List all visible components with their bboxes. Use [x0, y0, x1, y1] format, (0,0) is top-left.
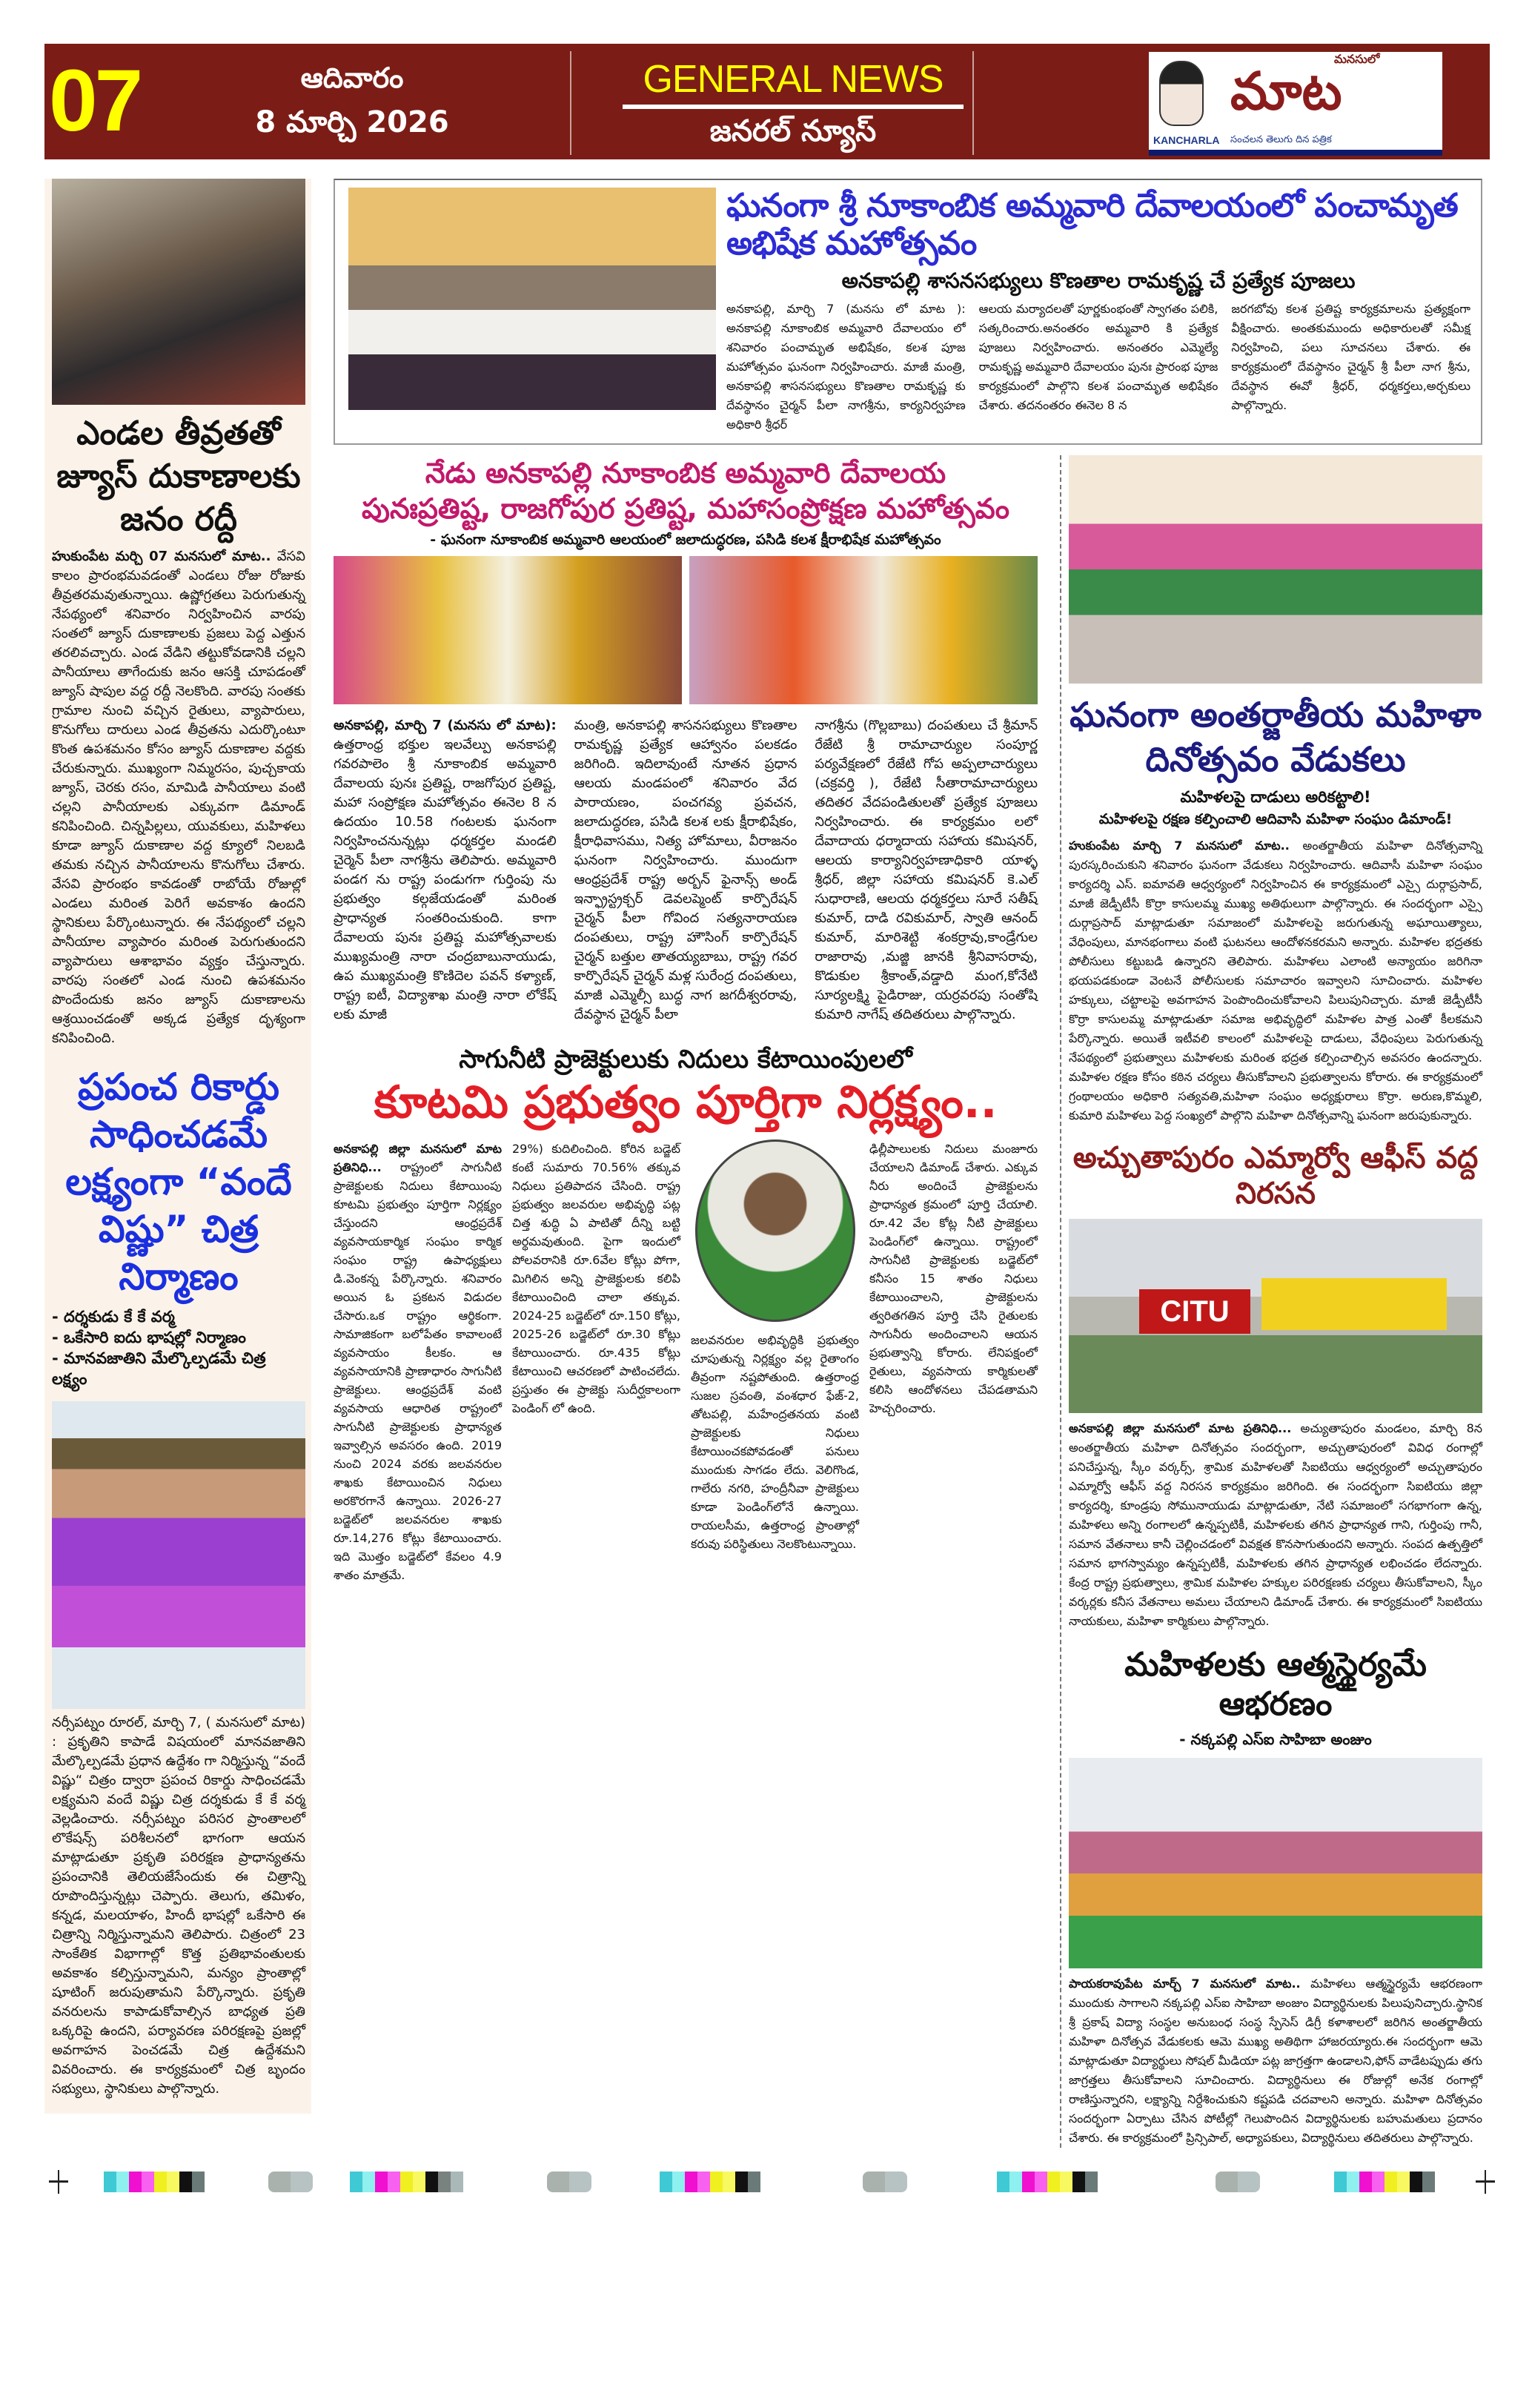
divider [623, 105, 964, 109]
logo-brand: KANCHARLA [1153, 134, 1220, 146]
bullet: - మానవజాతిని మేల్కొల్పడమే చిత్ర లక్ష్యం [52, 1349, 266, 1388]
middle-column [334, 455, 1038, 1584]
top-story-subheadline: అనకాపల్లి శాసనసభ్యులు కొణతాల రామకృష్ణ చే ప్రత్యేక పూజలు [841, 268, 1356, 294]
grey-patch [547, 2172, 591, 2192]
logo-main-text: మాట [1230, 61, 1342, 122]
issue-date: 8 మార్చి 2026 [255, 105, 449, 139]
protest-headline: అచ్చుతాపురం ఎమ్మార్వో ఆఫీస్ వద్ద నిరసన [1072, 1140, 1479, 1211]
courage-body: పాయకరావుపేట మార్చ్ 7 మనసులో మాట.. మహిళలు ఆత్మస్థైర్యమే ఆభరణంగా ముందుకు సాగాలని నక్కపల్లి ఎస్ఐ సాహిబా అంజుం విద్యార్థినులకు పిలుపునిచ్చారు.స్థానిక శ్రీ ప్రకాష్ విద్యా సంస్థల అనుబంధ సంస్థ స్పేసెస్ డిగ్రీ కళాశాలలో జరిగిన అంతర్జాతీయ మహిళా దినోత్సవ వేడుకలకు ఆమె ముఖ్య అతిథిగా హాజరయ్యారు.ఈ సందర్భంగా ఆమె మాట్లాడుతూ విద్యార్థులు సోషల్ మీడియా పట్ల జాగ్రత్తగా ఉండాలని,ఫోన్ వాడేటప్పుడు తగు జాగ్రత్తలు తీసుకోవాలని సూచించారు. విద్యార్థినులు ఈ రోజుల్లో అనేక రంగాల్లో రాణిస్తున్నారని, లక్ష్యాన్ని నిర్దేశించుకుని కష్టపడి చదవాలని అన్నారు. మహిళా దినోత్సవం సందర్భంగా ఏర్పాటు చేసిన పోటీల్లో గెలుపొందిన విద్యార్థినులకు బహుమతులు ప్రదానం చేశారు. ఈ కార్యక్రమంలో ప్రిన్సిపాల్, అధ్యాపకులు, విద్యార్థినులు తదితరులు పాల్గొన్నారు. [1069, 1977, 1482, 2146]
print-marks [44, 2170, 1490, 2194]
protest-body: అనకాపల్లి జిల్లా మనసులో మాట ప్రతినిధి... అచ్యుతాపురం మండలం, మార్చి 8న అంతర్జాతీయ మహిళా దినోత్సవం సందర్భంగా, అచ్చుతాపురంలో వివిధ రంగాల్లో పనిచేస్తున్న, స్కీం వర్కర్స్, శ్రామిక మహిళలతో సిఐటియు ఆధ్వర్యంలో అచ్చుతాపురం ఎమ్మార్వో ఆఫీస్ వద్ద నిరసన కార్యక్రమం జరిగింది. ఈ సందర్భంగా సిఐటియు జిల్లా కార్యదర్శి, కూండ్రపు సోమునాయుడు మాట్లాడుతూ, నేటి సమాజంలో సగభాగంగా ఉన్న, మహిళలు అన్ని రంగాలలో ఉన్నప్పటికీ, మహిళలకు తగిన ప్రాధాన్యత గాని, గుర్తింపు గానీ, సమాన వేతనాలు కానీ చెల్లించడంలో వివక్షత కొనసాగుతుందని అన్నారు. సంపద ఉత్పత్తిలో సమాన భాగస్వామ్యం ఉన్నప్పటికీ, మహిళలకు తగిన ప్రాధాన్యత లభించడం లేదన్నారు. కేంద్ర రాష్ట్ర ప్రభుత్వాలు, శ్రామిక మహిళల హక్కుల పరిరక్షణకు చర్యలు తీసుకోవాలని, స్కీం వర్కర్లకు కనీస వేతనాలు అమలు చేయాలని డిమాండ్ చేశారు. ఈ కార్యక్రమంలో సిఐటియు నాయకులు, మహిళా కార్మికులు పాల్గొన్నారు. [1069, 1420, 1482, 1628]
film-story-headline: ప్రపంచ రికార్డు సాధించడమే లక్ష్యంగా “వందే విష్ణు” చిత్ర నిర్మాణం [65, 1065, 292, 1298]
womens-day-photo [1069, 455, 1482, 684]
director-portrait-photo [52, 1401, 305, 1709]
mla-meeting-photo [348, 188, 716, 410]
womens-day-headline: ఘనంగా అంతర్జాతీయ మహిళా దినోత్సవం వేడుకలు [1070, 694, 1482, 779]
grey-patch [1216, 2172, 1260, 2192]
temple-story-headline-line2: పునఃప్రతిష్ట, రాజగోపుర ప్రతిష్ట, మహాసంప్రోక్షణ మహోత్సవం [362, 492, 1009, 525]
color-bar [350, 2172, 463, 2192]
venkanna-portrait-photo [695, 1140, 855, 1322]
newspaper-logo [1149, 52, 1442, 156]
portrait-icon [1159, 61, 1204, 126]
top-story-body: అనకాపల్లి, మార్చి 7 (మనసు లో మాట ): అనకాపల్లి నూకాంబిక అమ్మవారి దేవాలయం లో శనివారం పంచామృత అభిషేకం, కలశ పూజ మహోత్సవం ఘనంగా నిర్వహించారు. మాజీ మంత్రి, అనకాపల్లి శాసనసభ్యులు కొణతాల రామకృష్ణ కు దేవస్థానం చైర్మన్ పీలా నాగశ్రీను, కార్యనిర్వహణ అధికారి శ్రీధర్ ఆలయ మర్యాదలతో పూర్ణకుంభంతో స్వాగతం పలికి, సత్కరించారు.అనంతరం అమ్మవారి కి ప్రత్యేక పూజలు నిర్వహించారు. అనంతరం ఎమ్మెల్యే రామకృష్ణ అమ్మవారి దేవాలయం పునః ప్రారంభ పూజ కార్యక్రమంలో పాల్గొని కలశ పంచామృత అభిషేకం చేశారు. తదనంతరం ఈనెల 8 న జరగబోవు కలశ ప్రతిష్ట కార్యక్రమాలను ప్రత్యక్షంగా వీక్షించారు. అంతకుముందు అధికారులతో సమీక్ష నిర్వహించి, పలు సూచనలు చేశారు. ఈ కార్యక్రమంలో దేవస్థానం చైర్మన్ శ్రీ పీలా నాగ శ్రీను, దేవస్థాన ఈవో శ్రీధర్, ధర్మకర్తలు,అర్చకులు పాల్గొన్నారు. [726, 301, 1471, 431]
right-column [1060, 455, 1482, 2149]
irrigation-col-4: ఢిల్లీపాలులకు నిదులు మంజూరు చేయాలని డిమాండ్ చేశారు. ఎక్కువ నీరు అందించే ప్రాజెక్టులను ప్రాధాన్యత క్రమంలో పూర్తి చేయాలి. రూ.42 వేల కోట్ల నీటి ప్రాజెక్టులు పెండింగ్‌లో ఉన్నాయి. రాష్ట్రంలో సాగునీటి ప్రాజెక్టులకు బడ్జెట్‌లో కనీసం 15 శాతం నిధులు కేటాయించాలని, ప్రాజెక్టులను త్వరితగతిన పూర్తి చేసి రైతులకు సాగునీరు అందించాలని ఆయన ప్రభుత్వాన్ని కోరారు. లేనిపక్షంలో రైతులు, వ్యవసాయ కార్మికులతో కలిసి ఆందోళనలు చేపడతామని హెచ్చరించారు. [869, 1141, 1038, 1415]
color-bar [1334, 2172, 1435, 2192]
irrigation-col-3: జలవనరుల అభివృద్ధికి ప్రభుత్వం చూపుతున్న నిర్లక్ష్యం వల్ల రైతాంగం తీవ్రంగా నష్టపోతుంది. ఉత్తరాంధ్ర సుజల స్రవంతి, వంశధార ఫేజ్-2, తోటపల్లి, మహేంద్రతనయ వంటి ప్రాజెక్టులకు నిధులు కేటాయించకపోవడంతో పనులు ముందుకు సాగడం లేదు. వెలిగొండ, గాలేరు నగరి, హంద్రీనీవా ప్రాజెక్టులు కూడా పెండింగ్‌లోనే ఉన్నాయి. రాయలసీమ, ఉత్తరాంధ్ర ప్రాంతాల్లో కరువు పరిస్థితులు నెలకొంటున్నాయి. [691, 1140, 859, 1553]
college-event-photo [1069, 1758, 1482, 1968]
citu-banner: CITU [1139, 1289, 1250, 1334]
womens-day-sub2: మహిళలపై రక్షణ కల్పించాలి ఆదివాసి మహిళా సంఘం డిమాండ్! [1098, 810, 1453, 827]
top-story-headline: ఘనంగా శ్రీ నూకాంబిక అమ్మవారి దేవాలయంలో పంచామృత అభిషేక మహోత్సవం [726, 187, 1458, 262]
juice-story-headline: ఎండల తీవ్రతతో జ్యూస్ దుకాణాలకు జనం రద్దీ [56, 414, 301, 538]
womens-day-sub1: మహిళలపై దాడులు అరికట్టాలి! [1180, 787, 1371, 806]
irrigation-story-kicker: సాగునీటి ప్రాజెక్టులుకు నిదులు కేటాయింపులలో [459, 1045, 912, 1075]
section-title-english: GENERAL NEWS [643, 58, 944, 101]
issue-day: ఆదివారం [300, 62, 404, 94]
juice-shop-crowd-photo [52, 179, 305, 405]
womens-day-body: హుకుంపేట మార్చి 7 మనసులో మాట.. అంతర్జాతీయ మహిళా దినోత్సవాన్ని పురస్కరించుకుని శనివారం ఘనంగా వేడుకలు నిర్వహించారు. ఆదివాసీ మహిళా సంఘం కార్యదర్శి ఎస్. ఐమావతి ఆధ్వర్యంలో నిర్వహించిన ఈ కార్యక్రమంలో ఎస్సై దుర్గాప్రసాద్, మాజీ జెడ్పీటీసీ కొర్రా కాసులమ్మ ముఖ్య అతిథులుగా పాల్గొన్నారు. ఈ సందర్భంగా ఎస్సై దుర్గాప్రసాద్ మాట్లాడుతూ సమాజంలో మహిళలపై జరుగుతున్న అఘాయిత్యాలు, వేధింపులు, మానభంగాలు వంటి ఘటనలు ఆందోళనకరమని అన్నారు. మహిళల భద్రతకు పోలీసులు కట్టుబడి ఉన్నారని తెలిపారు. మహిళలు ఎలాంటి అన్యాయం జరిగినా భయపడకుండా వెంటనే పోలీసులకు సమాచారం ఇవ్వాలని సూచించారు. మహిళల హక్కులు, చట్టాలపై అవగాహన పెంపొందించుకోవాలని పిలుపునిచ్చారు. మాజీ జెడ్పీటీసీ కొర్రా కాసులమ్మ మాట్లాడుతూ సమాజ అభివృద్ధిలో మహిళల పాత్ర ఎంతో కీలకమని పేర్కొన్నారు. అయితే ఇటీవలి కాలంలో మహిళలపై దాడులు, వేధింపులు పెరుగుతున్న నేపథ్యంలో ప్రభుత్వాలు మహిళలకు మరింత భద్రత కల్పించాల్సిన అవసరం ఉందన్నారు. మహిళల రక్షణ కోసం కఠిన చర్యలు తీసుకోవాలని ప్రభుత్వాలను కోరారు. ఈ కార్యక్రమంలో గ్రంథాలయం అధికారి సత్యవతి,మహిళా సంఘం అధ్యక్షురాలు కొర్రా. అరుణ,కొమ్మలి, కుమారి మహిళలు పెద్ద సంఖ్యలో పాల్గొని మహిళా దినోత్సవాన్ని ఘనంగా జరుపుకున్నారు. [1069, 838, 1482, 1122]
temple-story-headline-line1: నేడు అనకాపల్లి నూకాంబిక అమ్మవారి దేవాలయ [425, 456, 946, 489]
temple-story-subheadline: - ఘనంగా నూకాంబిక అమ్మవారి ఆలయంలో జలాదుద్ధరణ, పసిడి కలశ క్షీరాభిషేక మహోత్సవం [430, 531, 941, 548]
temple-story-body: అనకాపల్లి, మార్చి 7 (మనసు లో మాట): ఉత్తరాంధ్ర భక్తుల ఇలవేల్పు అనకాపల్లి గవరపాలెం శ్రీ నూకాంబిక అమ్మవారి దేవాలయ పునః ప్రతిష్ట, రాజగోపుర ప్రతిష్ట, మహా సంప్రోక్షణ మహోత్సవం ఈనెల 8 న ఉదయం 10.58 గంటలకు ఘనంగా నిర్వహించనున్నట్లు ధర్మకర్తల మండలి చైర్మెన్ పీలా నాగశ్రీను తెలిపారు. అమ్మవారి పండగ ను రాష్ట్ర పండుగగా గుర్తింపు ను ప్రభుత్వం కల్గజేయడంతో మరింత ప్రాధాన్యత సంతరించుకుంది. కాగా దేవాలయ పునః ప్రతిష్ట మహోత్సవాలకు ముఖ్యమంత్రి నారా చంద్రబాబునాయుడు, ఉప ముఖ్యమంత్రి కొణిదెల పవన్ కళ్యాణ్, రాష్ట్ర ఐటీ, విద్యాశాఖ మంత్రి నారా లోకేష్ లకు మాజీ మంత్రి, అనకాపల్లి శాసనసభ్యులు కొణతాల రామకృష్ణ ప్రత్యేక ఆహ్వానం పలకడం జరిగింది. ఇదిలావుంటే నూతన ప్రధాన ఆలయ మండపంలో శనివారం వేద పారాయణం, పంచగవ్య ప్రవచన, జలాదుద్ధరణ, పసిడి కలశ లకు క్షీరాభిషేకం, క్షీరాధివాసము, నిత్య హోమాలు, వీరాజనం ఘనంగా నిర్వహించారు. ముందుగా ఆంధ్రప్రదేశ్ రాష్ట్ర అర్బన్ ఫైనాన్స్ అండ్ ఇన్ఫ్రాస్ట్రక్చర్ డెవలప్మెంట్ కార్పొరేషన్ చైర్మన్ పీలా గోవింద సత్యనారాయణ దంపతులు, రాష్ట్ర హౌసింగ్ కార్పొరేషన్ చైర్మన్ బత్తుల తాతయ్యబాబు, రాష్ట్ర గవర కార్పొరేషన్ చైర్మన్ మళ్ల సురేంద్ర దంపతులు, మాజీ ఎమ్మెల్సీ బుద్ధ నాగ జగదీశ్వరరావు, దేవస్థాన చైర్మన్ పీలా నాగశ్రీను (గొల్లబాబు) దంపతులు చే శ్రీమాన్ రేజేటి శ్రీ రామాచార్యుల సంపూర్ణ పర్యవేక్షణలో రేజేటి గోప అప్పలాచార్యులు (చక్రవర్తి ), రేజేటి సీతారామాచార్యులు తదితర వేదపండితులతో ప్రత్యేక పూజలు నిర్వహించారు. ఈ కార్యక్రమం లలో దేవాదాయ ధర్మాదాయ సహాయ కమిషనర్, ఆలయ కార్యానిర్వహణాధికారి యాళ్ళ శ్రీధర్, జిల్లా సహాయ కమిషనర్ కె.ఎల్ సుధారాణి, ఆలయ ధర్మకర్తలు సూరే సతీష్ కుమార్, దాడి రవికుమార్, స్వాతి ఆనంద్ కుమార్, మారిశెట్టి శంకర్రావు,కాండ్రేగుల రాజారావు ,మజ్జి జానకి శ్రీనివాసరావు, కొడుకుల శ్రీకాంత్,వడ్డాది మంగ,కోనేటి సూర్యలక్ష్మి పైడిరాజు, యర్రవరపు సంతోషి కుమారి నాగేష్ తదితరులు పాల్గొన్నారు. [334, 718, 1038, 1023]
page-number: 07 [49, 52, 141, 150]
registration-mark-icon [49, 2180, 68, 2183]
top-story-text [726, 188, 1470, 434]
logo-bar [1149, 150, 1442, 156]
courage-subheadline: - నక్కపల్లి ఎస్ఐ సాహిబా అంజుం [1179, 1730, 1372, 1749]
bullet: - ఒకేసారి ఐదు భాషల్లో నిర్మాణం [52, 1329, 246, 1346]
color-bar [104, 2172, 205, 2192]
logo-tagline: సంచలన తెలుగు దిన పత్రిక [1230, 134, 1332, 145]
top-story [334, 179, 1482, 445]
page-content [44, 179, 1505, 2148]
irrigation-col-1: అనకాపల్లి జిల్లా మనసులో మాట ప్రతినిధి... రాష్ట్రంలో సాగునీటి ప్రాజెక్టులకు నిదులు కేటాయింపు కూటమి ప్రభుత్వం పూర్తిగా నిర్లక్ష్యం చేస్తుందని ఆంధ్రప్రదేశ్ వ్యవసాయకార్మిక సంఘం కార్మిక సంఘం రాష్ట్ర ఉపాధ్యక్షులు డి.వెంకన్న పేర్కొన్నారు. శనివారం అయిన ఓ ప్రకటన విడుదల చేసారు.ఒక రాష్ట్రం ఆర్థికంగా. సామాజికంగా బలోపేతం కావాలంటే వ్యవసాయం కీలకం. ఆ వ్యవసాయానికి ప్రాణాధారం సాగునీటి ప్రాజెక్టులు. ఆంధ్రప్రదేశ్ వంటి వ్యవసాయ ఆధారిత రాష్ట్రంలో సాగునీటి ప్రాజెక్టులకు ప్రాధాన్యత ఇవ్వాల్సిన అవసరం ఉంది. 2019 నుంచి 2024 వరకు జలవనరుల శాఖకు కేటాయించిన నిధులు అరకొరగానే ఉన్నాయి. 2026-27 బడ్జెట్‌లో జలవనరుల శాఖకు రూ.14,276 కోట్లు కేటాయించారు. ఇది మొత్తం బడ్జెట్‌లో కేవలం 4.9 శాతం మాత్రమే. [334, 1141, 502, 1582]
section-title-telugu: జనరల్ న్యూస్ [709, 114, 877, 148]
color-bar [660, 2172, 760, 2192]
divider [570, 51, 571, 155]
irrigation-story-body [334, 1140, 1038, 1584]
grey-patch [863, 2172, 907, 2192]
logo-top-text: మనసులో [1334, 52, 1380, 66]
irrigation-story-headline: కూటమి ప్రభుత్వం పూర్తిగా నిర్లక్ష్యం.. [374, 1076, 998, 1128]
juice-story-body: హుకుంపేట మర్చి 07 మనసులో మాట.. వేసవి కాలం ప్రారంభమవడంతో ఎండలు రోజు రోజుకు తీవ్రతరమవుతున్నాయి. ఉష్ణోగ్రతలు పెరుగుతున్న నేపథ్యంలో శనివారం నిర్వహించిన వారపు సంతలో జ్యూస్ దుకాణాలకు ప్రజలు పెద్ద ఎత్తున తరలివచ్చారు. ఎండ వేడిని తట్టుకోవడానికి చల్లని పానీయాలు తాగేందుకు జనం ఆసక్తి చూపడంతో జ్యూస్ షాపుల వద్ద రద్దీ నెలకొంది. వారపు సంతకు గ్రామాల నుంచి వచ్చిన రైతులు, వ్యాపారులు, కొనుగోలు దారులు ఎండ తీవ్రతను ఎదుర్కొంటూ కొంత ఉపశమనం కోసం జ్యూస్ దుకాణాల వద్దకు చేరుకున్నారు. ముఖ్యంగా నిమ్మరసం, పుచ్చకాయ జ్యూస్, చెరకు రసం, మామిడి పానీయాలు వంటి చల్లని పానీయాలకు ఎక్కువగా డిమాండ్ కనిపించింది. చిన్నపిల్లలు, యువకులు, మహిళలు కూడా జ్యూస్ దుకాణాల వద్ద క్యూలో నిలబడి తమకు నచ్చిన పానీయాలను కొనుగోలు చేశారు. వేసవి ప్రారంభం కావడంతో రాబోయే రోజుల్లో ఎండలు మరింత పెరిగే అవకాశం ఉందని స్థానికులు పేర్కొంటున్నారు. ఈ నేపథ్యంలో చల్లని పానీయాల వ్యాపారం మరింత పెరుగుతుందని వ్యాపారులు ఆశాభావం వ్యక్తం చేస్తున్నారు. వారపు సంతలో ఎండ నుంచి ఉపశమనం పొందేందుకు జనం జ్యూస్ దుకాణాలను ఆశ్రయించడంతో అక్కడ ప్రత్యేక దృశ్యంగా కనిపించింది. [52, 549, 305, 1046]
irrigation-col-2: 29%) కుదిలించింది. కోరిన బడ్జెట్ కంటే సుమారు 70.56% తక్కువ నిధులు ప్రతిపాదన చేసింది. రాష్ట్ర ప్రభుత్వం జలవరుల అభివృద్ధి పట్ల చిత్త శుద్ధి ఏ పాటితో దీన్ని బట్టి అర్థమవుతుంది. పైగా ఇందులో పోలవరానికి రూ.6వేల కోట్లు పోగా, మిగిలిన అన్ని ప్రాజెక్టులకు కలిపి కేటాయించింది చాలా తక్కువ. 2024-25 బడ్జెట్‌లో రూ.150 కోట్లు, 2025-26 బడ్జెట్‌లో రూ.30 కోట్లు కేటాయించారు. రూ.435 కోట్లు కేటాయించి ఆచరణలో పాటించలేదు. ప్రస్తుతం ఈ ప్రాజెక్టు సుదీర్ఘకాలంగా పెండింగ్ లో ఉంది. [512, 1141, 680, 1415]
citu-protest-photo [1069, 1219, 1482, 1413]
courage-headline: మహిళలకు ఆత్మస్థైర్యమే ఆభరణం [1124, 1645, 1427, 1723]
film-story-bullets [52, 1306, 305, 1389]
bullet: - దర్శకుడు కే కే వర్మ [52, 1308, 175, 1326]
left-column [44, 179, 311, 2114]
yellow-banner [1261, 1278, 1447, 1330]
temple-ritual-photo-1 [334, 556, 682, 704]
grey-patch [268, 2172, 313, 2192]
color-bar [997, 2172, 1098, 2192]
dateline: హుకుంపేట మర్చి 07 మనసులో మాట.. [52, 549, 271, 564]
divider [972, 51, 974, 155]
masthead [44, 44, 1490, 159]
registration-mark-icon [1476, 2180, 1495, 2183]
temple-ritual-photo-2 [689, 556, 1038, 704]
film-story-body: నర్సీపట్నం రూరల్, మార్చి 7, ( మనసులో మాట) : ప్రకృతిని కాపాడే విషయంలో మానవజాతిని మేల్కొల్పడమే ప్రధాన ఉద్దేశం గా నిర్మిస్తున్న “వందే విష్ణు“ చిత్రం ద్వారా ప్రపంచ రికార్డు సాధించడమే లక్ష్యమని వందే విష్ణు చిత్ర దర్శకుడు కే కే వర్మ వెల్లడించారు. నర్సీపట్నం పరిసర ప్రాంతాలలో లొకేషన్స్ పరిశీలనలో భాగంగా ఆయన మాట్లాడుతూ ప్రకృతి పరిరక్షణ ప్రాధాన్యతను ప్రపంచానికి తెలియజేసేందుకు ఈ చిత్రాన్ని రూపొందిస్తున్నట్లు చెప్పారు. తెలుగు, తమిళం, కన్నడ, మలయాళం, హిందీ భాషల్లో ఒకేసారి ఈ చిత్రాన్ని నిర్మిస్తున్నామని తెలిపారు. చిత్రంలో 23 సాంకేతిక విభాగాల్లో కొత్త ప్రతిభావంతులకు అవకాశం కల్పిస్తున్నామని, మన్యం ప్రాంతాల్లో షూటింగ్ జరుపుతామని పేర్కొన్నారు. ప్రకృతి వనరులను కాపాడుకోవాల్సిన బాధ్యత ప్రతి ఒక్కరిపై ఉందని, పర్యావరణ పరిరక్షణపై ప్రజల్లో అవగాహన పెంచడమే చిత్ర ఉద్దేశమని వివరించారు. ఈ కార్యక్రమంలో చిత్ర బృందం సభ్యులు, స్థానికులు పాల్గొన్నారు. [52, 1715, 305, 2097]
